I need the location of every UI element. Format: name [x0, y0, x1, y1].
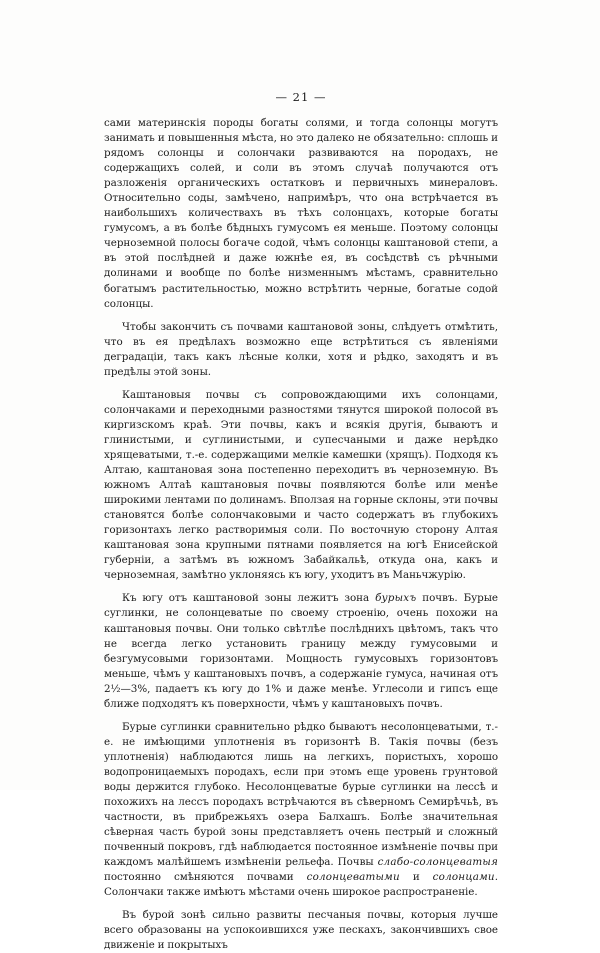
text-run: сами материнскія породы богаты солями, и тогда солонцы могутъ занимать и повышенныя мѣста, но это далеко не обязательно: сплошь и рядомъ солонцы и солончаки развиваются на породахъ, не содержащихъ солей, и соли въ этомъ случаѣ получаются отъ разложенія органическихъ остатковъ и первичныхъ минераловъ. Относительно соды, замѣчено, напримѣръ, что она встрѣчается въ наибольшихъ количествахъ въ тѣхъ солонцахъ, которые богаты гумусомъ, а въ болѣе бѣдныхъ гумусомъ ея меньше. Поэтому солонцы черноземной полосы богаче содой, чѣмъ солонцы каштановой степи, а въ этой послѣдней и даже южнѣе ея, въ сосѣдствѣ съ рѣчными долинами и вообще по болѣе низменнымъ мѣстамъ, сравнительно богатымъ растительностью, можно встрѣтить черные, богатые содой солонцы.: [104, 117, 498, 310]
text-run: почвъ. Бурые суглинки, не солонцеватые по своему строенію, очень похожи на каштановыя почвы. Они только свѣтлѣе послѣднихъ цвѣтомъ, такъ что не всегда легко установить границу между гумусовыми и безгумусовыми горизонтами. Мощность гумусовыхъ горизонтовъ меньше, чѣмъ у каштановыхъ почвъ, а содержаніе гумуса, начиная отъ 2½—3%, падаетъ къ югу до 1% и даже менѣе. Углесоли и гипсъ еще ближе подходятъ къ поверхности, чѣмъ у каштановыхъ почвъ.: [104, 592, 498, 710]
text-run: постоянно смѣняются почвами: [104, 871, 307, 884]
italic-term: солонцами: [432, 871, 495, 884]
text-run: . Солончаки также имѣютъ мѣстами очень широкое распространеніе.: [104, 871, 498, 899]
paragraph: [104, 320, 498, 380]
text-run: Къ югу отъ каштановой зоны лежитъ зона: [122, 592, 376, 605]
paragraph: [104, 720, 498, 901]
italic-term: бурыхъ: [375, 592, 417, 605]
text-run: и: [399, 871, 433, 884]
text-run: Въ бурой зонѣ сильно развиты песчаныя почвы, которыя лучше всего образованы на успокоившихся уже пескахъ, закончившихъ свое движеніе и покрытыхъ: [104, 909, 498, 952]
paragraph: [104, 116, 498, 312]
italic-term: солонцеватыми: [306, 871, 400, 884]
text-run: Чтобы закончить съ почвами каштановой зоны, слѣдуетъ отмѣтить, что въ ея предѣлахъ возможно еще встрѣтиться съ явленіями деградаціи, такъ какъ лѣсные колки, хотя и рѣдко, заходятъ и въ предѣлы этой зоны.: [104, 320, 498, 378]
text-run: Каштановыя почвы съ сопровождающими ихъ солонцами, солончаками и переходными разностями тянутся широкой полосой въ киргизскомъ краѣ. Эти почвы, какъ и всякія другія, бываютъ и глинистыми, и суглинистыми, и супесчаными и даже нерѣдко хрящеватыми, т.-е. содержащими мелкіе камешки (хрящъ). Подходя къ Алтаю, каштановая зона постепенно переходитъ въ черноземную. Въ южномъ Алтаѣ каштановыя почвы появляются болѣе или менѣе широкими лентами по долинамъ. Вползая на горные склоны, эти почвы становятся болѣе солончаковыми и часто содержатъ въ глубокихъ горизонтахъ легко растворимыя соли. По восточную сторону Алтая каштановая зона крупными пятнами появляется на югѣ Енисейской губерніи, а затѣмъ въ южномъ Забайкальѣ, откуда она, какъ и черноземная, замѣтно уклоняясь къ югу, уходитъ въ Маньчжурію.: [104, 388, 498, 582]
book-page: [104, 90, 498, 953]
paragraph: [104, 908, 498, 953]
page-text: [104, 116, 498, 953]
paragraph: [104, 388, 498, 584]
text-run: Бурые суглинки сравнительно рѣдко бываютъ несолонцеватыми, т.-е. не имѣющими уплотненія въ горизонтѣ B. Такія почвы (безъ уплотненія) наблюдаются лишь на легкихъ, пористыхъ, хорошо водопроницаемыхъ породахъ, если при этомъ еще уровень грунтовой воды держится глубоко. Несолонцеватые бурые суглинки на лессѣ и похожихъ на лессъ породахъ встрѣчаются въ сѣверномъ Семирѣчьѣ, въ частности, въ прибрежьяхъ озера Балхашъ. Болѣе значительная сѣверная часть бурой зоны представляетъ очень пестрый и сложный почвенный покровъ, гдѣ наблюдается постоянное измѣненіе почвы при каждомъ малѣйшемъ измѣненіи рельефа. Почвы: [104, 720, 498, 869]
italic-term: слабо-солонцеватыя: [377, 856, 498, 869]
paragraph: [104, 591, 498, 711]
page-number: — 21 —: [275, 90, 327, 104]
